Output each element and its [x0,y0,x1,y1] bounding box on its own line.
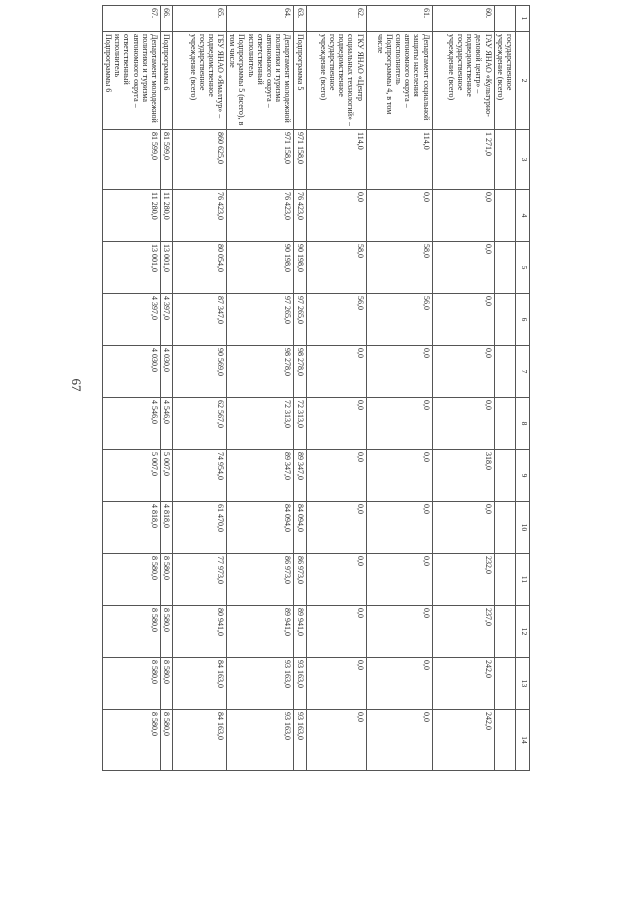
header-row [516,6,530,771]
value-cell: 242,0 [432,710,494,771]
value-cell: 58,0 [366,242,432,294]
column-header: 13 [516,658,530,710]
value-cell: 4 397,0 [102,294,160,346]
value-cell: 62 567,0 [173,398,227,450]
value-cell: 0,0 [432,346,494,398]
value-cell: 4 818,0 [160,502,172,554]
column-header: 3 [516,130,530,190]
value-cell [494,294,515,346]
value-cell [494,710,515,771]
row-number: 63. [294,6,306,32]
table-row [294,6,306,771]
row-number: 61. [366,6,432,32]
value-cell: 11 280,0 [102,190,160,242]
value-cell: 98 278,0 [294,346,306,398]
value-cell: 56,0 [306,294,366,346]
value-cell: 0,0 [306,554,366,606]
value-cell: 0,0 [366,346,432,398]
row-number: 66. [160,6,172,32]
page-number: 67 [69,378,84,392]
value-cell: 0,0 [432,398,494,450]
value-cell: 8 580,0 [102,606,160,658]
value-cell: 56,0 [366,294,432,346]
value-cell: 89 347,0 [227,450,294,502]
table-row [227,6,294,771]
value-cell [494,130,515,190]
value-cell: 4 030,0 [102,346,160,398]
value-cell: 72 313,0 [294,398,306,450]
value-cell: 0,0 [306,346,366,398]
value-cell: 237,0 [432,606,494,658]
value-cell: 8 580,0 [102,710,160,771]
value-cell: 4 818,0 [102,502,160,554]
column-header: 5 [516,242,530,294]
value-cell: 4 030,0 [160,346,172,398]
value-cell: 81 599,0 [102,130,160,190]
value-cell: 5 007,0 [102,450,160,502]
value-cell: 84 163,0 [173,658,227,710]
value-cell: 8 580,0 [102,554,160,606]
value-cell: 8 580,0 [160,554,172,606]
value-cell: 98 278,0 [227,346,294,398]
row-number: 67. [102,6,160,32]
value-cell: 8 580,0 [160,658,172,710]
value-cell [494,190,515,242]
row-name: ГБУ ЯНАО «Ямалтур» – подведомственное государственное учреждение (всего) [173,32,227,130]
value-cell [494,398,515,450]
value-cell: 0,0 [306,398,366,450]
value-cell: 0,0 [306,710,366,771]
value-cell: 0,0 [366,710,432,771]
value-cell: 0,0 [432,502,494,554]
row-number: 60. [432,6,494,32]
value-cell: 97 265,0 [294,294,306,346]
value-cell: 89 347,0 [294,450,306,502]
value-cell: 93 163,0 [227,710,294,771]
value-cell: 0,0 [366,554,432,606]
value-cell [494,502,515,554]
row-name: государственное учреждение (всего) [494,32,515,130]
row-name: Подпрограмма 5 [294,32,306,130]
table-row [102,6,160,771]
value-cell: 90 198,0 [227,242,294,294]
value-cell [494,242,515,294]
value-cell: 87 347,0 [173,294,227,346]
row-number: 64. [227,6,294,32]
value-cell: 4 546,0 [102,398,160,450]
value-cell: 11 280,0 [160,190,172,242]
value-cell: 0,0 [306,450,366,502]
column-header: 7 [516,346,530,398]
column-header: 1 [516,6,530,32]
table-row [160,6,172,771]
column-header: 4 [516,190,530,242]
value-cell: 1 271,0 [432,130,494,190]
value-cell: 4 546,0 [160,398,172,450]
value-cell: 0,0 [366,606,432,658]
value-cell: 93 163,0 [294,658,306,710]
value-cell [494,346,515,398]
rotated-page [104,5,530,770]
value-cell: 93 163,0 [294,710,306,771]
value-cell: 89 941,0 [227,606,294,658]
value-cell: 86 973,0 [227,554,294,606]
value-cell: 114,0 [306,130,366,190]
value-cell: 86 973,0 [294,554,306,606]
table-row [494,6,515,771]
value-cell: 80 054,0 [173,242,227,294]
value-cell: 4 397,0 [160,294,172,346]
value-cell: 0,0 [366,450,432,502]
column-header: 6 [516,294,530,346]
value-cell: 80 941,0 [173,606,227,658]
value-cell [494,554,515,606]
value-cell: 77 973,0 [173,554,227,606]
value-cell: 0,0 [366,502,432,554]
value-cell: 0,0 [366,190,432,242]
value-cell: 61 470,0 [173,502,227,554]
row-name: Департамент молодежной политики и туризма автономного округа – ответственный исполнитель Подпрограммы 5 (всего), в том числе [227,32,294,130]
value-cell: 971 158,0 [227,130,294,190]
value-cell: 8 580,0 [160,606,172,658]
value-cell: 13 001,0 [102,242,160,294]
table-row [432,6,494,771]
budget-table [102,5,530,771]
value-cell: 860 625,0 [173,130,227,190]
value-cell: 8 580,0 [160,710,172,771]
value-cell: 0,0 [306,502,366,554]
value-cell: 0,0 [432,190,494,242]
row-name: Подпрограмма 6 [160,32,172,130]
column-header: 11 [516,554,530,606]
table-row [366,6,432,771]
column-header: 10 [516,502,530,554]
value-cell: 84 163,0 [173,710,227,771]
value-cell: 0,0 [306,658,366,710]
value-cell [494,658,515,710]
value-cell: 84 094,0 [294,502,306,554]
value-cell: 74 954,0 [173,450,227,502]
value-cell: 84 094,0 [227,502,294,554]
column-header: 8 [516,398,530,450]
column-header: 12 [516,606,530,658]
value-cell: 97 265,0 [227,294,294,346]
value-cell: 0,0 [432,294,494,346]
value-cell: 5 007,0 [160,450,172,502]
value-cell: 93 163,0 [227,658,294,710]
value-cell: 0,0 [432,242,494,294]
table-row [306,6,366,771]
table-row [173,6,227,771]
value-cell [494,606,515,658]
row-name: ГАУ ЯНАО «Культурно-деловой центр» – подведомственное государственное учреждение (всего) [432,32,494,130]
column-header: 9 [516,450,530,502]
value-cell: 8 580,0 [102,658,160,710]
table-container [104,5,530,770]
value-cell: 81 599,0 [160,130,172,190]
value-cell: 0,0 [366,658,432,710]
value-cell: 90 569,0 [173,346,227,398]
value-cell: 76 423,0 [294,190,306,242]
row-name: ГКУ ЯНАО «Центр социальных технологий» – подведомственное государственное учреждение (всего) [306,32,366,130]
value-cell: 242,0 [432,658,494,710]
value-cell: 90 198,0 [294,242,306,294]
value-cell: 0,0 [366,398,432,450]
row-name: Департамент социальной защиты населения автономного округа – соисполнитель Подпрограммы 4, в том числе [366,32,432,130]
value-cell: 13 001,0 [160,242,172,294]
value-cell: 971 158,0 [294,130,306,190]
value-cell [494,450,515,502]
value-cell: 76 423,0 [173,190,227,242]
value-cell: 89 941,0 [294,606,306,658]
value-cell: 232,0 [432,554,494,606]
value-cell: 58,0 [306,242,366,294]
row-name: Департамент молодежной политики и туризма автономного округа – ответственный исполнитель Подпрограммы 6 [102,32,160,130]
row-number [494,6,515,32]
value-cell: 72 313,0 [227,398,294,450]
value-cell: 0,0 [306,190,366,242]
row-number: 65. [173,6,227,32]
value-cell: 318,0 [432,450,494,502]
column-header: 14 [516,710,530,771]
row-number: 62. [306,6,366,32]
value-cell: 0,0 [306,606,366,658]
value-cell: 76 423,0 [227,190,294,242]
column-header: 2 [516,32,530,130]
value-cell: 114,0 [366,130,432,190]
